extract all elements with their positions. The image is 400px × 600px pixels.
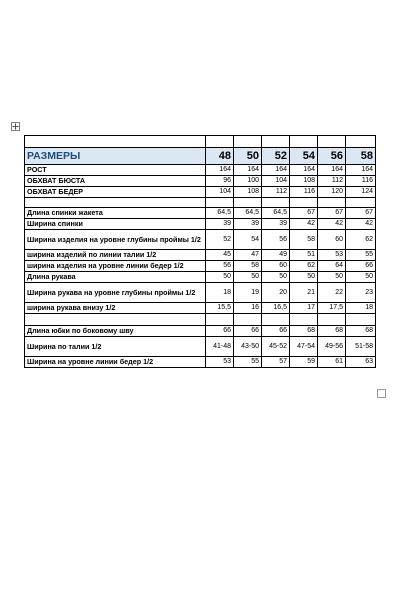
measurement-label: Длина спинки жакета [25, 208, 206, 219]
measurement-value: 39 [262, 219, 290, 230]
measurement-label: ширина изделий по линии талии 1/2 [25, 250, 206, 261]
measurement-value: 42 [318, 219, 346, 230]
measurement-value: 50 [318, 272, 346, 283]
measurement-value: 39 [234, 219, 262, 230]
measurement-value: 63 [346, 357, 376, 368]
table-row [25, 337, 376, 357]
measurement-value: 120 [318, 187, 346, 198]
size-column-header: 52 [262, 148, 290, 165]
measurement-value: 53 [206, 357, 234, 368]
measurement-value: 56 [262, 230, 290, 250]
table-row [25, 250, 376, 261]
measurement-value: 42 [290, 219, 318, 230]
table-row [25, 261, 376, 272]
measurement-value: 45-52 [262, 337, 290, 357]
measurement-label: ширина рукава внизу 1/2 [25, 303, 206, 314]
table-row [25, 303, 376, 314]
size-header-row [25, 148, 376, 165]
measurement-value: 55 [234, 357, 262, 368]
sizes-heading: РАЗМЕРЫ [25, 148, 206, 165]
table-row [25, 219, 376, 230]
measurement-value: 52 [206, 230, 234, 250]
measurement-value: 41-48 [206, 337, 234, 357]
measurement-value: 43-50 [234, 337, 262, 357]
measurement-label: ширина изделия на уровне линии бедер 1/2 [25, 261, 206, 272]
measurement-value: 19 [234, 283, 262, 303]
measurement-value: 51 [290, 250, 318, 261]
measurement-value: 100 [234, 176, 262, 187]
measurement-value: 50 [346, 272, 376, 283]
measurement-value: 164 [262, 165, 290, 176]
empty-cell [290, 136, 318, 148]
table-row [25, 187, 376, 198]
measurement-value: 22 [318, 283, 346, 303]
empty-cell [262, 198, 290, 208]
measurement-value: 16 [234, 303, 262, 314]
measurement-value: 42 [346, 219, 376, 230]
table-resize-handle-icon[interactable] [377, 389, 386, 398]
table-row [25, 357, 376, 368]
measurement-value: 164 [318, 165, 346, 176]
measurement-value: 116 [290, 187, 318, 198]
empty-cell [318, 314, 346, 326]
measurement-label: Ширина рукава на уровне глубины проймы 1/2 [25, 283, 206, 303]
empty-cell [346, 314, 376, 326]
measurement-value: 67 [346, 208, 376, 219]
spacer-row [25, 198, 376, 208]
measurement-value: 20 [262, 283, 290, 303]
empty-cell [206, 198, 234, 208]
empty-cell [346, 136, 376, 148]
empty-cell [234, 314, 262, 326]
table-row [25, 165, 376, 176]
measurement-value: 64 [318, 261, 346, 272]
measurement-value: 112 [318, 176, 346, 187]
empty-cell [206, 136, 234, 148]
measurement-value: 104 [262, 176, 290, 187]
table-row [25, 326, 376, 337]
measurement-value: 116 [346, 176, 376, 187]
table-row [25, 283, 376, 303]
empty-cell [318, 198, 346, 208]
empty-cell [318, 136, 346, 148]
measurement-value: 61 [318, 357, 346, 368]
measurement-value: 17 [290, 303, 318, 314]
measurement-label: РОСТ [25, 165, 206, 176]
empty-cell [346, 198, 376, 208]
measurement-value: 51-58 [346, 337, 376, 357]
size-column-header: 58 [346, 148, 376, 165]
empty-cell [262, 136, 290, 148]
measurement-value: 53 [318, 250, 346, 261]
measurement-value: 55 [346, 250, 376, 261]
table-row [25, 208, 376, 219]
empty-cell [25, 136, 206, 148]
spacer-row [25, 136, 376, 148]
measurement-value: 60 [262, 261, 290, 272]
spacer-row [25, 314, 376, 326]
table-row [25, 176, 376, 187]
measurement-value: 50 [290, 272, 318, 283]
empty-cell [290, 198, 318, 208]
measurement-label: Длина юбки по боковому шву [25, 326, 206, 337]
measurement-value: 164 [206, 165, 234, 176]
measurement-value: 68 [318, 326, 346, 337]
measurement-value: 96 [206, 176, 234, 187]
empty-cell [290, 314, 318, 326]
measurement-value: 50 [234, 272, 262, 283]
measurement-value: 56 [206, 261, 234, 272]
measurement-value: 16,5 [262, 303, 290, 314]
measurement-value: 18 [346, 303, 376, 314]
table-row [25, 230, 376, 250]
measurement-value: 59 [290, 357, 318, 368]
measurement-value: 57 [262, 357, 290, 368]
measurement-value: 64,5 [234, 208, 262, 219]
measurement-value: 62 [290, 261, 318, 272]
empty-cell [234, 136, 262, 148]
empty-cell [206, 314, 234, 326]
table-row [25, 272, 376, 283]
measurement-value: 164 [234, 165, 262, 176]
empty-cell [262, 314, 290, 326]
size-column-header: 50 [234, 148, 262, 165]
empty-cell [25, 198, 206, 208]
measurement-value: 164 [290, 165, 318, 176]
measurement-value: 64,5 [262, 208, 290, 219]
size-column-header: 48 [206, 148, 234, 165]
measurement-value: 108 [290, 176, 318, 187]
measurement-value: 62 [346, 230, 376, 250]
table-move-handle-icon[interactable] [11, 122, 20, 131]
measurement-label: Ширина на уровне линии бедер 1/2 [25, 357, 206, 368]
measurement-value: 49-56 [318, 337, 346, 357]
measurement-value: 112 [262, 187, 290, 198]
measurement-value: 21 [290, 283, 318, 303]
measurement-value: 15,5 [206, 303, 234, 314]
size-column-header: 56 [318, 148, 346, 165]
measurement-label: Длина рукава [25, 272, 206, 283]
measurement-value: 108 [234, 187, 262, 198]
measurement-value: 104 [206, 187, 234, 198]
measurement-value: 164 [346, 165, 376, 176]
measurement-value: 66 [206, 326, 234, 337]
measurement-label: Ширина изделия на уровне глубины проймы 1/2 [25, 230, 206, 250]
measurement-value: 64,5 [206, 208, 234, 219]
measurement-value: 68 [290, 326, 318, 337]
measurement-value: 50 [206, 272, 234, 283]
measurement-value: 54 [234, 230, 262, 250]
measurement-value: 66 [262, 326, 290, 337]
measurement-value: 66 [346, 261, 376, 272]
empty-cell [234, 198, 262, 208]
measurement-label: ОБХВАТ БЮСТА [25, 176, 206, 187]
measurement-label: Ширина по талии 1/2 [25, 337, 206, 357]
measurement-value: 58 [290, 230, 318, 250]
measurement-value: 17,5 [318, 303, 346, 314]
measurement-value: 23 [346, 283, 376, 303]
measurement-value: 67 [318, 208, 346, 219]
measurement-value: 45 [206, 250, 234, 261]
measurement-value: 68 [346, 326, 376, 337]
measurement-label: ОБХВАТ БЕДЕР [25, 187, 206, 198]
measurement-value: 39 [206, 219, 234, 230]
measurement-label: Ширина спинки [25, 219, 206, 230]
measurement-value: 50 [262, 272, 290, 283]
size-table [24, 135, 376, 368]
measurement-value: 18 [206, 283, 234, 303]
measurement-value: 58 [234, 261, 262, 272]
empty-cell [25, 314, 206, 326]
measurement-value: 67 [290, 208, 318, 219]
measurement-value: 49 [262, 250, 290, 261]
measurement-value: 47-54 [290, 337, 318, 357]
measurement-value: 47 [234, 250, 262, 261]
measurement-value: 124 [346, 187, 376, 198]
size-column-header: 54 [290, 148, 318, 165]
measurement-value: 60 [318, 230, 346, 250]
measurement-value: 66 [234, 326, 262, 337]
